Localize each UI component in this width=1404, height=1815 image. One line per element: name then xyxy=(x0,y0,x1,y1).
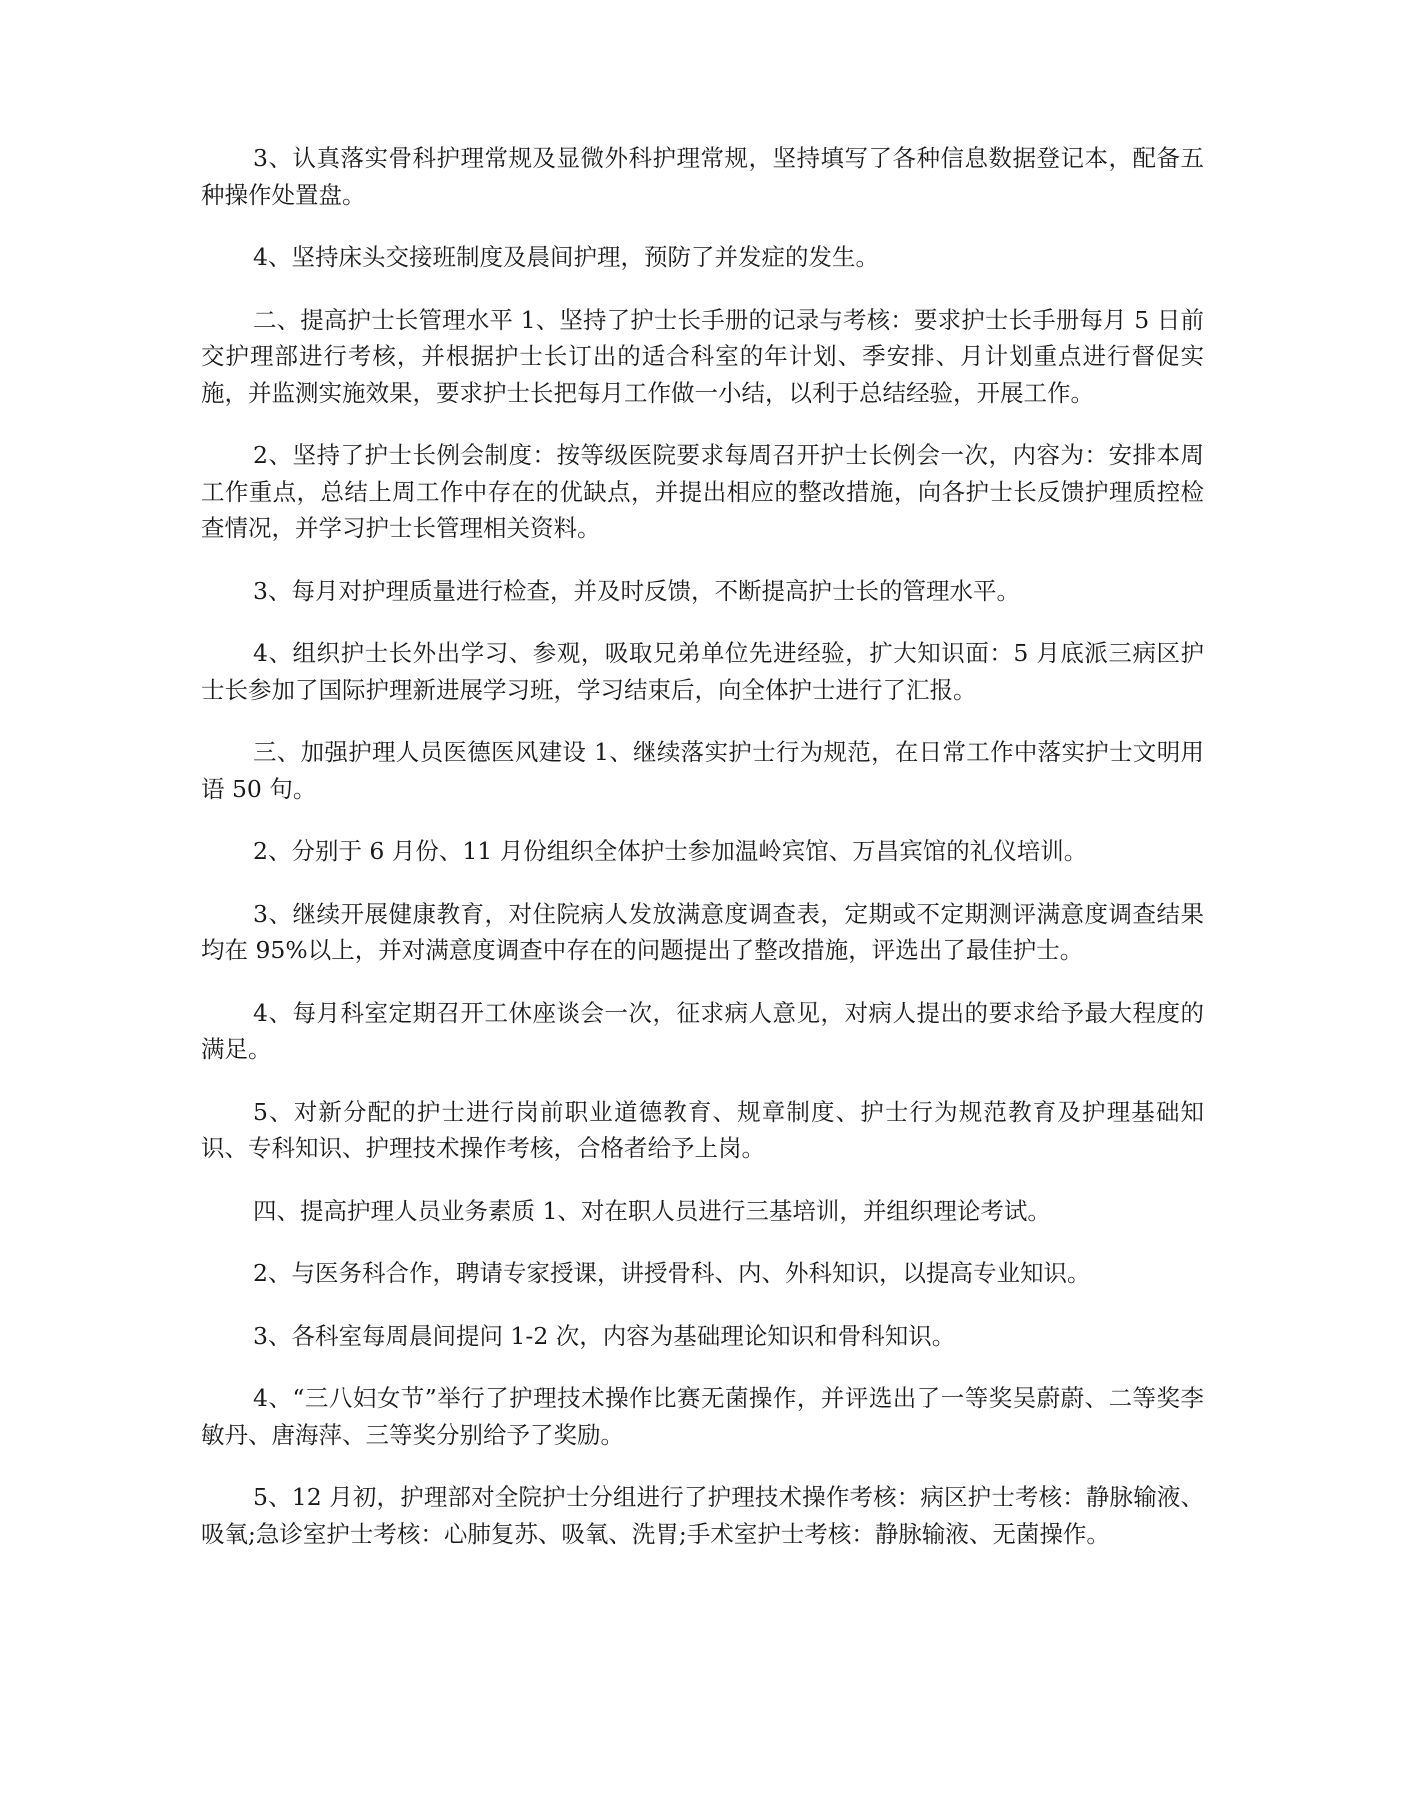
paragraph-11: 5、对新分配的护士进行岗前职业道德教育、规章制度、护士行为规范教育及护理基础知识、专科知识、护理技术操作考核，合格者给予上岗。 xyxy=(201,1097,1204,1162)
paragraph-7: 三、加强护理人员医德医风建设 1、继续落实护士行为规范，在日常工作中落实护士文明用语 50 句。 xyxy=(201,738,1204,803)
paragraph-2: 4、坚持床头交接班制度及晨间护理，预防了并发症的发生。 xyxy=(253,243,879,271)
paragraph-15: 4、“三八妇女节”举行了护理技术操作比赛无菌操作，并评选出了一等奖吴蔚蔚、二等奖李敏丹、唐海萍、三等奖分别给予了奖励。 xyxy=(201,1384,1204,1449)
paragraph-10: 4、每月科室定期召开工休座谈会一次，征求病人意见，对病人提出的要求给予最大程度的满足。 xyxy=(201,998,1204,1063)
paragraph-13: 2、与医务科合作，聘请专家授课，讲授骨科、内、外科知识，以提高专业知识。 xyxy=(253,1259,1091,1287)
paragraph-14: 3、各科室每周晨间提问 1-2 次，内容为基础理论知识和骨科知识。 xyxy=(253,1321,956,1350)
paragraph-12: 四、提高护理人员业务素质 1、对在职人员进行三基培训，并组织理论考试。 xyxy=(253,1196,1051,1225)
paragraph-3: 二、提高护士长管理水平 1、坚持了护士长手册的记录与考核：要求护士长手册每月 5 日前交护理部进行考核，并根据护士长订出的适合科室的年计划、季安排、月计划重点进行督促实施，并监测实施效果，要求护士长把每月工作做一小结，以利于总结经验，开展工作。 xyxy=(201,305,1204,407)
paragraph-4: 2、坚持了护士长例会制度：按等级医院要求每周召开护士长例会一次，内容为：安排本周工作重点，总结上周工作中存在的优缺点，并提出相应的整改措施，向各护士长反馈护理质控检查情况，并学习护士长管理相关资料。 xyxy=(201,441,1204,542)
paragraph-5: 3、每月对护理质量进行检查，并及时反馈，不断提高护士长的管理水平。 xyxy=(253,576,1020,605)
paragraph-16: 5、12 月初，护理部对全院护士分组进行了护理技术操作考核：病区护士考核：静脉输液、吸氧;急诊室护士考核：心肺复苏、吸氧、洗胃;手术室护士考核：静脉输液、无菌操作。 xyxy=(201,1483,1204,1548)
paragraph-6: 4、组织护士长外出学习、参观，吸取兄弟单位先进经验，扩大知识面：5 月底派三病区护士长参加了国际护理新进展学习班，学习结束后，向全体护士进行了汇报。 xyxy=(201,639,1204,704)
paragraph-8: 2、分别于 6 月份、11 月份组织全体护士参加温岭宾馆、万昌宾馆的礼仪培训。 xyxy=(253,837,1088,865)
paragraph-1: 3、认真落实骨科护理常规及显微外科护理常规，坚持填写了各种信息数据登记本，配备五种操作处置盘。 xyxy=(201,144,1204,209)
document-body xyxy=(201,140,1204,1578)
paragraph-9: 3、继续开展健康教育，对住院病人发放满意度调查表，定期或不定期测评满意度调查结果均在 95%以上，并对满意度调查中存在的问题提出了整改措施，评选出了最佳护士。 xyxy=(201,899,1204,964)
